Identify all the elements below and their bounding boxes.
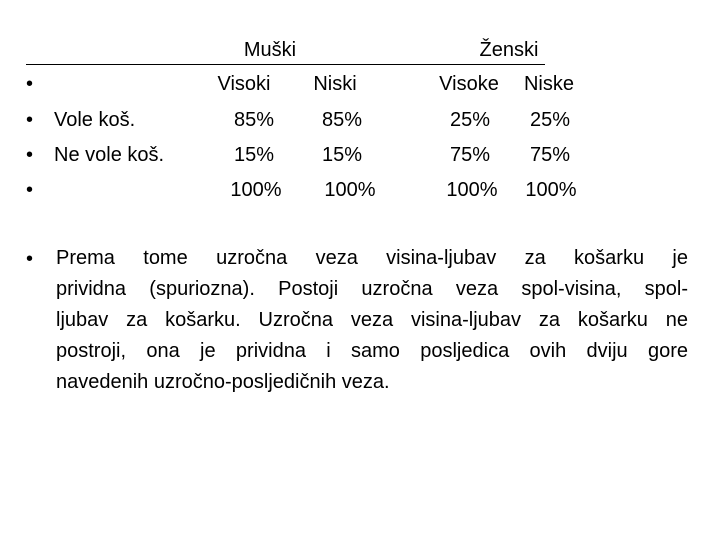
- row-label-dislikes: Ne vole koš.: [54, 144, 165, 166]
- cell-dislikes-female-short: 75%: [529, 144, 571, 166]
- bullet-3: •: [26, 144, 34, 166]
- bullet-4: •: [26, 179, 34, 201]
- group-header-female: Ženski: [479, 39, 539, 61]
- cell-total-male-tall: 100%: [230, 179, 282, 201]
- subheader-male-short: Niski: [313, 73, 357, 95]
- row-label-likes: Vole koš.: [54, 109, 136, 131]
- paragraph-bullet: •: [26, 248, 34, 270]
- paragraph-line-2: prividna (spuriozna). Postoji uzročna veza spol-visina, spol-: [56, 278, 688, 300]
- subheader-male-tall: Visoki: [217, 73, 271, 95]
- group-header-male: Muški: [243, 39, 297, 61]
- cell-total-female-short: 100%: [525, 179, 577, 201]
- paragraph-line-5: navedenih uzročno-posljedičnih veza.: [56, 371, 390, 393]
- header-rule-left: [26, 64, 302, 65]
- bullet-1: •: [26, 73, 34, 95]
- paragraph-line-1: Prema tome uzročna veza visina-ljubav za košarku je: [56, 247, 688, 269]
- cell-likes-male-tall: 85%: [233, 109, 275, 131]
- subheader-female-tall: Visoke: [439, 73, 499, 95]
- cell-dislikes-female-tall: 75%: [449, 144, 491, 166]
- cell-likes-female-short: 25%: [529, 109, 571, 131]
- cell-total-female-tall: 100%: [446, 179, 498, 201]
- header-rule-right: [302, 64, 545, 65]
- cell-dislikes-male-tall: 15%: [233, 144, 275, 166]
- bullet-2: •: [26, 109, 34, 131]
- cell-total-male-short: 100%: [324, 179, 376, 201]
- paragraph-line-3: ljubav za košarku. Uzročna veza visina-ljubav za košarku ne: [56, 309, 688, 331]
- cell-likes-female-tall: 25%: [449, 109, 491, 131]
- cell-likes-male-short: 85%: [321, 109, 363, 131]
- cell-dislikes-male-short: 15%: [321, 144, 363, 166]
- conclusion-paragraph: [56, 243, 688, 398]
- paragraph-line-4: postroji, ona je prividna i samo posljedica ovih dviju gore: [56, 340, 688, 362]
- subheader-female-short: Niske: [523, 73, 575, 95]
